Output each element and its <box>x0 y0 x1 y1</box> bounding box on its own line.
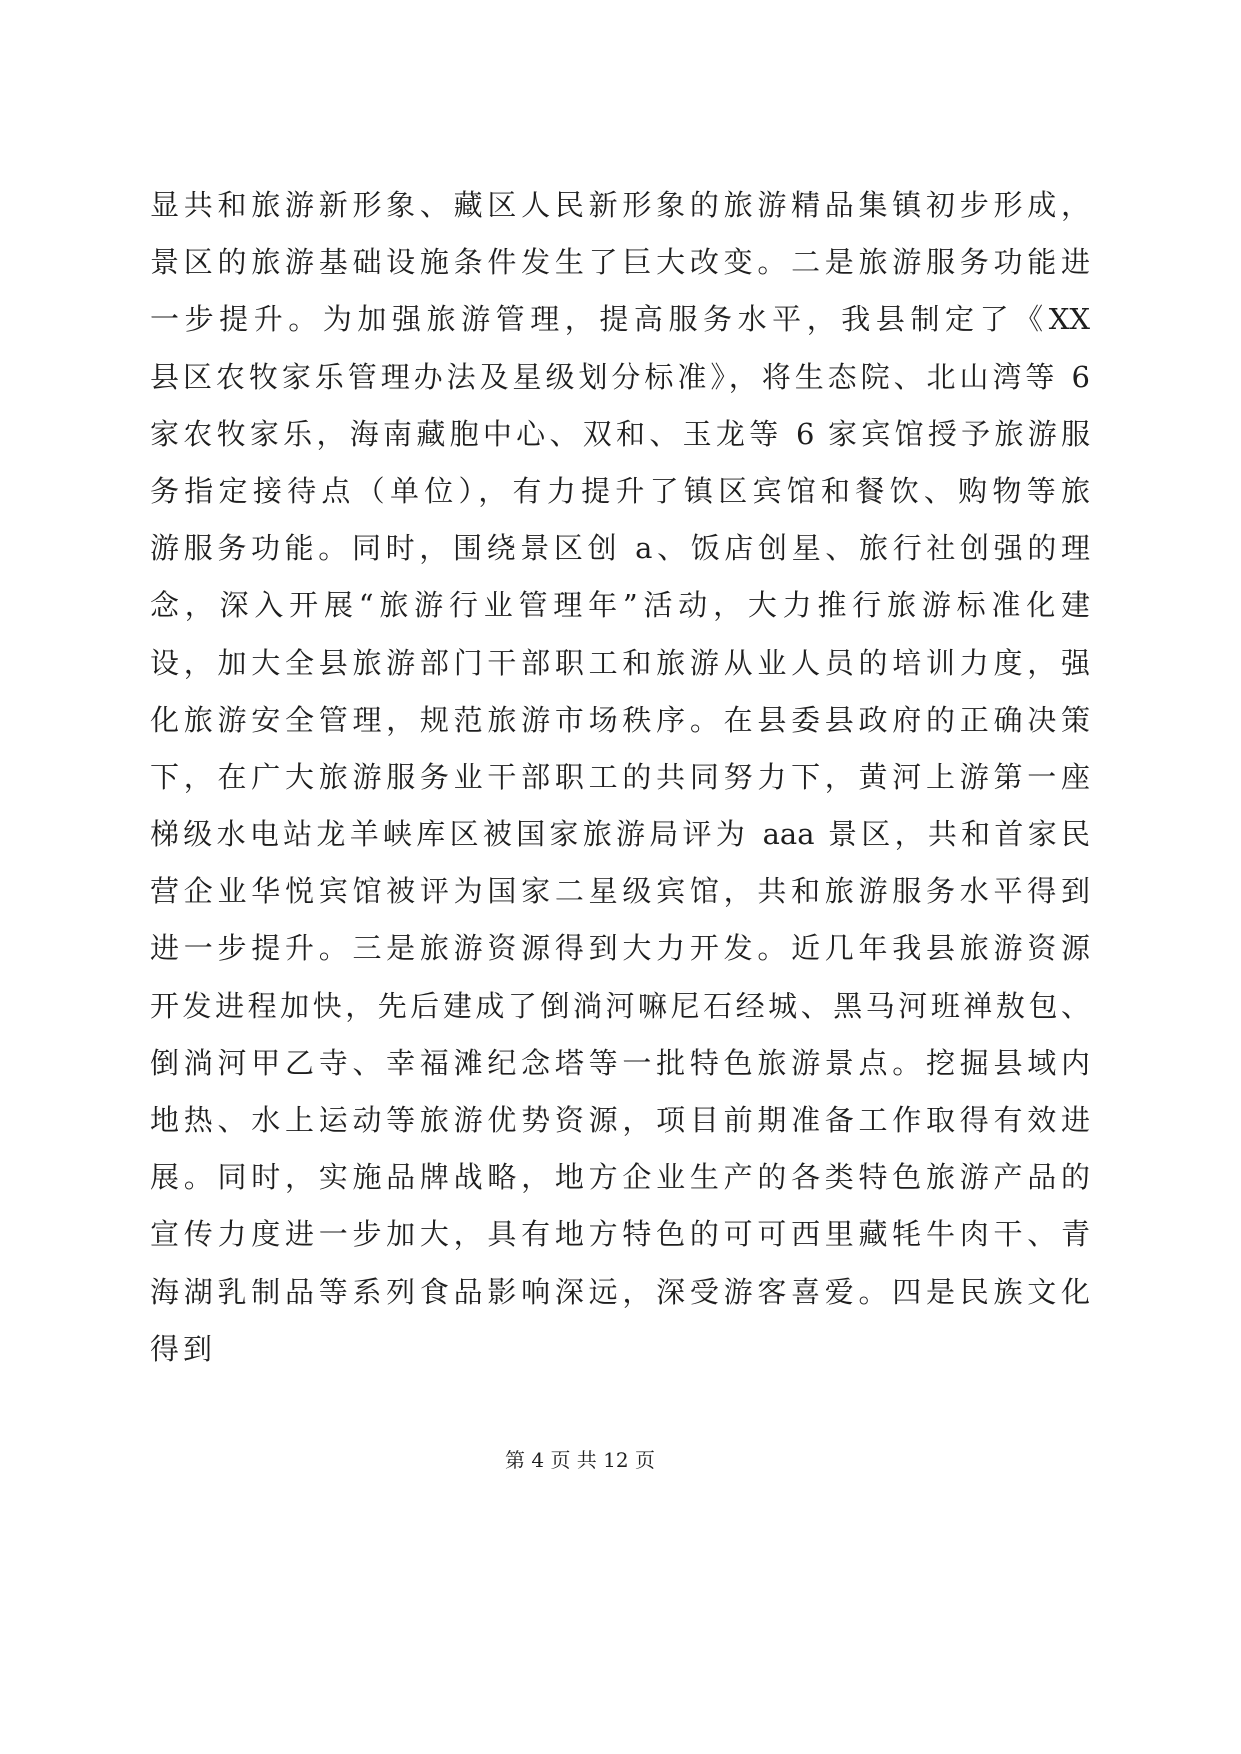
text-line: 倒淌河甲乙寺、幸福滩纪念塔等一批特色旅游景点。挖掘县域内 <box>150 1045 1090 1080</box>
body-text <box>150 177 1090 1378</box>
text-line: 进一步提升。三是旅游资源得到大力开发。近几年我县旅游资源 <box>150 931 1090 966</box>
text-line: 家农牧家乐，海南藏胞中心、双和、玉龙等 6 家宾馆授予旅游服 <box>150 416 1090 451</box>
text-line: 得到 <box>150 1331 217 1366</box>
text-line: 县区农牧家乐管理办法及星级划分标准》，将生态院、北山湾等 6 <box>150 359 1090 394</box>
text-line: 营企业华悦宾馆被评为国家二星级宾馆，共和旅游服务水平得到 <box>150 874 1090 909</box>
text-line: 地热、水上运动等旅游优势资源，项目前期准备工作取得有效进 <box>150 1103 1090 1137</box>
page-number-label: 第 4 页 共 12 页 <box>505 1448 655 1472</box>
text-line: 务指定接待点（单位），有力提升了镇区宾馆和餐饮、购物等旅 <box>150 473 1090 508</box>
text-line: 一步提升。为加强旅游管理，提高服务水平，我县制定了《XX <box>150 302 1090 337</box>
text-line: 化旅游安全管理，规范旅游市场秩序。在县委县政府的正确决策 <box>150 702 1090 737</box>
text-line: 念，深入开展“旅游行业管理年”活动，大力推行旅游标准化建 <box>150 588 1090 623</box>
text-line: 下，在广大旅游服务业干部职工的共同努力下，黄河上游第一座 <box>150 759 1090 794</box>
text-line: 开发进程加快，先后建成了倒淌河嘛尼石经城、黑马河班禅敖包、 <box>150 988 1090 1023</box>
text-line: 宣传力度进一步加大，具有地方特色的可可西里藏牦牛肉干、青 <box>150 1217 1090 1252</box>
text-line: 显共和旅游新形象、藏区人民新形象的旅游精品集镇初步形成， <box>150 188 1090 222</box>
text-line: 海湖乳制品等系列食品影响深远，深受游客喜爱。四是民族文化 <box>150 1274 1090 1309</box>
text-line: 游服务功能。同时，围绕景区创 a、饭店创星、旅行社创强的理 <box>150 531 1090 566</box>
text-line: 设，加大全县旅游部门干部职工和旅游从业人员的培训力度，强 <box>150 645 1090 680</box>
text-line: 展。同时，实施品牌战略，地方企业生产的各类特色旅游产品的 <box>150 1160 1090 1195</box>
text-line: 景区的旅游基础设施条件发生了巨大改变。二是旅游服务功能进 <box>150 245 1090 280</box>
text-line: 梯级水电站龙羊峡库区被国家旅游局评为 aaa 景区，共和首家民 <box>150 817 1090 852</box>
page-footer <box>0 1446 1160 1474</box>
